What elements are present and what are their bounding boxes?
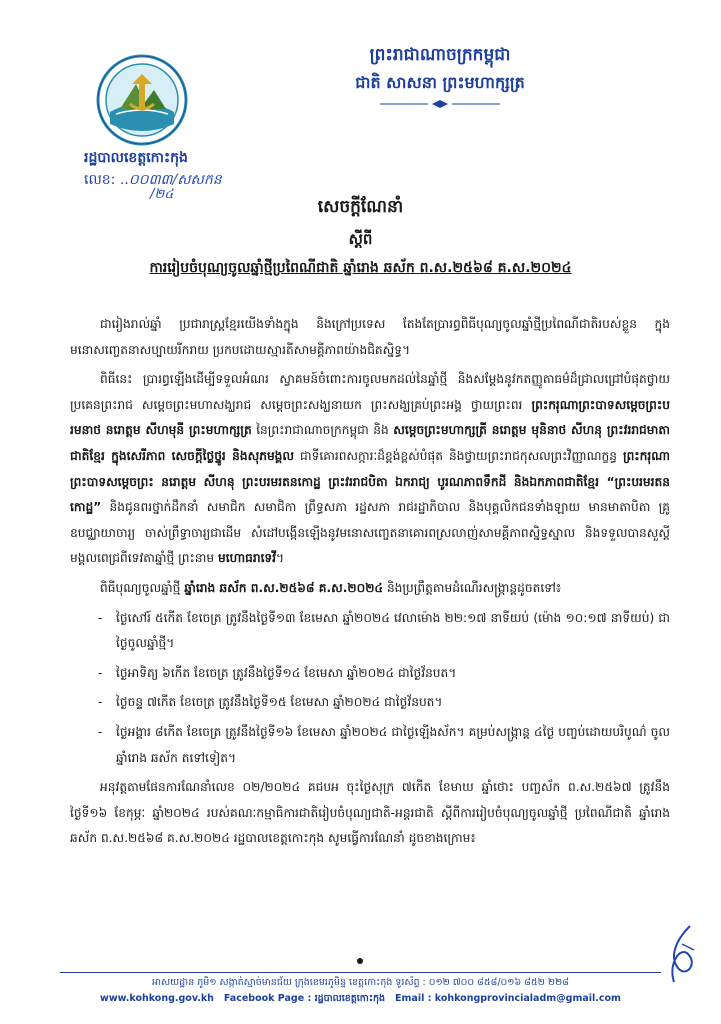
schedule-item: - ថ្ងៃអាទិត្យ ៦កើត ខែចេត្រ ត្រូវនឹងថ្ងៃទី១៤ ខែមេសា ឆ្នាំ២០២៤ ជាថ្ងៃវ័នបត។ — [116, 661, 670, 687]
king-title: ព្រះករុណាព្រះបាទសម្តេចព្រះបរមនាថ នរោត្តម សីហមុនី ព្រះមហាក្សត្រ — [70, 397, 671, 438]
schedule-item: - ថ្ងៃចន្ទ ៧កើត ខែចេត្រ ត្រូវនឹងថ្ងៃទី១៥ ខែមេសា ឆ្នាំ២០២៤ ជាថ្ងៃវ័នបត។ — [116, 690, 670, 716]
page-continue-dot — [357, 958, 363, 964]
document-body — [70, 312, 670, 856]
footer-facebook-label: Facebook Page : — [223, 993, 312, 1004]
paragraph-implementation: អនុវត្តតាមផែនការណែនាំលេខ ០២/២០២៤ គជបអ ចុះថ្ងៃសុក្រ ៧កើត ខែមាឃ ឆ្នាំថោះ បញ្ចស័ក ព.ស.២៥៦៧ ត្រូវនឹងថ្ងៃទី១៦ ខែកុម្ភៈ ឆ្នាំ២០២៤ របស់គណៈកម្មាធិការជាតិរៀបចំបុណ្យជាតិ-អន្តរជាតិ ស្តីពីការរៀបចំបុណ្យចូលឆ្នាំថ្មី ប្រពៃណីជាតិ ឆ្នាំរោង ឆស័ក ព.ស.២៥៦៨ គ.ស.២០២៤ រដ្ឋបាលខេត្តកោះកុង សូមធ្វើការណែនាំ ដូចខាងក្រោម៖ — [70, 780, 670, 846]
paragraph-purpose — [70, 367, 670, 572]
purpose-text-c: ជាទីគោរពសក្ការៈដ៏ខ្ពង់ខ្ពស់បំផុត និងថ្វាយព្រះរាជកុសលព្រះវិញ្ញាណក្ខន្ធ — [300, 448, 617, 463]
motto-divider-ornament — [380, 100, 500, 108]
schedule-intro-a: ពិធីបុណ្យចូលឆ្នាំថ្មី — [100, 580, 181, 595]
paragraph-schedule-intro — [70, 576, 670, 602]
schedule-item: - ថ្ងៃអង្គារ ៨កើត ខែចេត្រ ត្រូវនឹងថ្ងៃទី១៦ ខែមេសា ឆ្នាំ២០២៤ ជាថ្ងៃឡើងស័ក។ គម្រប់សង្ក្រាន្ត ៤ថ្ងៃ បញ្ចប់ដោយបរិបូណ៌ ចូលឆ្នាំរោង ឆស័ក តទៅទៀត។ — [116, 720, 670, 771]
new-year-angel-name: មហោធរាទេវី — [218, 551, 277, 566]
reference-label: លេខ: — [84, 172, 116, 188]
national-motto: ជាតិ សាសនា ព្រះមហាក្សត្រ — [355, 73, 525, 92]
subject-title: ការរៀបចំបុណ្យចូលឆ្នាំថ្មីប្រពៃណីជាតិ ឆ្នាំរោង ឆស័ក ព.ស.២៥៦៨ គ.ស.២០២៤ — [149, 260, 572, 276]
footer-email-value[interactable]: kohkongprovincialadm@gmail.com — [434, 993, 621, 1004]
footer-email-label: Email : — [395, 993, 432, 1004]
purpose-text-d: និងជូនពរថ្នាក់ដឹកនាំ សមាជិក សមាជិកា ព្រឹទ្ធសភា រដ្ឋសភា រាជរដ្ឋាភិបាល និងបុគ្គលិកជនទាំងឡាយ មានមាតាបិតា គ្រូឧបជ្ឈាយាចារ្យ ចាស់ព្រឹទ្ធាចារ្យជាដើម សំដៅបង្កើនឡើងនូវមនោសញ្ចេតនាគោរពស្រលាញ់សាមគ្គីភាពស្និទ្ធស្នាល និងទទួលបានសួស្តីមង្គលពេជ្រពីទេវតាឆ្នាំថ្មី ព្រះនាម — [70, 500, 671, 566]
purpose-end: ។ — [276, 551, 285, 566]
queen-title: សម្តេចព្រះមហាក្សត្រី នរោត្តម មុនិនាថ សីហនុ ព្រះវររាជមាតាជាតិខ្មែរ ក្នុងសេរីភាព សេចក្តីថ្លៃថ្នូរ និងសុភមង្គល — [70, 423, 671, 463]
footer-facebook-value[interactable]: រដ្ឋបាលខេត្តកោះកុង — [314, 993, 386, 1004]
footer-contact — [64, 992, 657, 1006]
schedule-item: - ថ្ងៃសៅរ៍ ៥កើត ខែចេត្រ ត្រូវនឹងថ្ងៃទី១៣ ខែមេសា ឆ្នាំ២០២៤ វេលាម៉ោង ២២:១៧ នាទីយប់ (ម៉ោង ១០:១៧ នាទីយប់) ជាថ្ងៃចូលឆ្នាំថ្មី។ — [116, 606, 670, 657]
footer-divider — [60, 972, 661, 973]
purpose-text-a: ពិធីនេះ ប្រារព្ធឡើងដើម្បីទទួលអំណរ ស្វាគមន៍ចំពោះការចូលមកដល់នៃឆ្នាំថ្មី និងសម្តែងនូវកតញ្ញូតាធម៌ដ៏ជ្រាលជ្រៅបំផុតថ្វាយ ប្រគេនព្រះរាជ សម្តេចព្រះមហាសង្ឃរាជ សម្តេចព្រះសង្ឃនាយក ព្រះសង្ឃគ្រប់ព្រះអង្គ ថ្វាយព្រះពរ — [70, 372, 670, 412]
signature-mark-icon — [660, 924, 704, 986]
footer-address: អាសយដ្ឋាន ភូមិ១ សង្កាត់ស្មាច់មានជ័យ ក្រុងខេមរភូមិន្ទ ខេត្តកោះកុង ទូរស័ព្ទ : ០១២ ៧០០ ៨៥៨/០១៦ ៨៥២ ២២៨ — [152, 977, 569, 988]
document-type-title: សេចក្តីណែនាំ — [317, 197, 404, 217]
kingdom-heading: ព្រះរាជាណាចក្រកម្ពុជា — [369, 45, 511, 65]
purpose-text-b: នៃព្រះរាជាណាចក្រកម្ពុជា និង — [256, 423, 389, 438]
schedule-year: ឆ្នាំរោង ឆស័ក ព.ស.២៥៦៨ គ.ស.២០២៤ — [184, 580, 384, 595]
subject-label: ស្តីពី — [348, 230, 373, 248]
administration-name: រដ្ឋបាលខេត្តកោះកុង — [84, 150, 188, 166]
schedule-intro-b: និងប្រព្រឹត្តតាមដំណើរសង្ក្រាន្តដូចតទៅ៖ — [386, 580, 562, 595]
province-emblem-icon — [96, 54, 188, 146]
footer-website[interactable]: www.kohkong.gov.kh — [100, 993, 214, 1004]
schedule-list — [70, 606, 670, 772]
paragraph-intro: ជារៀងរាល់ឆ្នាំ ប្រជារាស្ត្រខ្មែរយើងទាំងក្នុង និងក្រៅប្រទេស តែងតែប្រារព្ធពិធីបុណ្យចូលឆ្នាំថ្មីប្រពៃណីជាតិរបស់ខ្លួន ក្នុងមនោសញ្ចេតនាសប្បាយរីករាយ ប្រកបដោយស្មារតីសាមគ្គីភាពយ៉ាងជិតស្និទ្ធ។ — [70, 317, 670, 357]
reference-value: ..០០៣៣/សសកន — [119, 172, 222, 188]
late-king-title: ព្រះករុណាព្រះបាទសម្តេចព្រះ នរោត្តម សីហនុ ព្រះបរមរតនកោដ្ឋ ព្រះវររាជបិតា ឯករាជ្យ បូរណភាពទឹកដី និងឯកភាពជាតិខ្មែរ “ព្រះបរមរតនកោដ្ឋ” — [70, 448, 671, 515]
reference-year: /២៤ — [150, 187, 174, 202]
